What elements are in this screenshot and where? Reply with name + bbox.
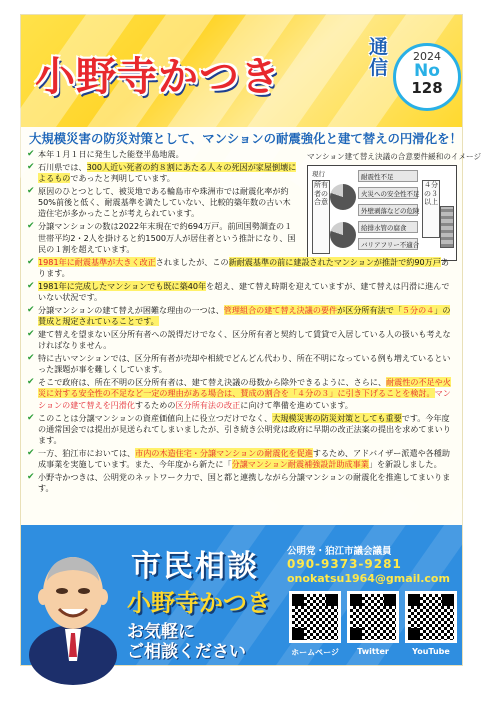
check-icon: ✔ [27, 412, 35, 423]
check-icon: ✔ [27, 472, 35, 483]
paragraph-text: ５分の４ [401, 304, 435, 315]
pie-icon [330, 184, 356, 210]
issue-label: No [414, 61, 440, 81]
paragraph-text: 1981年に完成したマンションでも既に築40年 [38, 280, 207, 291]
consensus-figure [307, 151, 482, 261]
article-body [27, 149, 482, 496]
paragraph-text: マンションの建て替えを円滑化 [38, 388, 451, 410]
article-paragraph [27, 257, 457, 280]
councilor-name: 小野寺かつき [127, 589, 271, 617]
paragraph-text: 1981年に耐震基準が大きく改正 [38, 256, 156, 267]
paragraph-text: 」に引き下げることを検討。 [329, 388, 435, 399]
figure-reason: 耐震性不足 [358, 170, 418, 182]
paragraph-text: 小野寺かつきは、公明党のネットワーク力で、国と都と連携しながら分譲マンションの耐震化を推進してまいります。 [38, 472, 451, 494]
paragraph-text: 原因のひとつとして、被災地である輪島市や珠洲市では耐震化率が約50%前後と低く、耐震基準を満たしていない、比較的築年数の古い木造住宅が多かったことが考えられています。 [38, 185, 291, 219]
cta-line-1: お気軽に [127, 622, 195, 642]
figure-box [307, 165, 457, 261]
email-address[interactable]: onokatsu1964@gmail.com [287, 572, 450, 585]
figure-reason: 火災への安全性不足 [358, 187, 418, 199]
article-paragraph [27, 149, 297, 160]
article-paragraph [27, 162, 297, 185]
paragraph-text: 」の賛成と規定されていることです。 [38, 304, 451, 327]
cta-line-2: ご相談ください [127, 642, 246, 662]
paragraph-text: 」を新設しました。 [368, 459, 442, 470]
article-paragraph [27, 221, 297, 255]
paragraph-text: するため、アドバイザー派遣や各種助成事業を実施しています。また、今年度から新たに「 [38, 447, 450, 470]
paragraph-text: 分譲マンションの建て替えが困難な理由の一つは、 [38, 304, 224, 315]
issue-badge [393, 43, 461, 111]
check-icon: ✔ [27, 149, 35, 159]
article-paragraph [27, 281, 457, 304]
paragraph-text: 300人近い死者の約８割にあたる人々の死因が家屋倒壊によるもの [38, 161, 297, 184]
paragraph-text: を超え、建て替え時期を迎えていますが、建て替えは円滑に進んでいない状況です。 [38, 280, 450, 303]
qr-code-icon[interactable] [347, 591, 399, 643]
qr-label-homepage: ホームページ [291, 648, 339, 657]
article-paragraph [27, 448, 457, 471]
paragraph-text: 特に古いマンションでは、区分所有者が売却や相続でどんどん代わり、所在不明になっている例も増えているといった課題が事を難しくしています。 [38, 353, 451, 375]
building-icon [440, 206, 454, 248]
newsletter-header [21, 15, 462, 127]
paragraph-text: 管理組合の建て替え決議の要件 [223, 304, 338, 315]
paragraph-text: 建て替えを望まない区分所有者への説得だけでなく、区分所有者と契約して賃貸で入居している人の扱いも考えなければなりません。 [38, 328, 451, 351]
newsletter-subtitle: 通信 [369, 36, 389, 79]
qr-label-twitter: Twitter [357, 647, 389, 656]
newsletter-title: 小野寺かつき [35, 54, 281, 100]
paragraph-text: ４分の３ [297, 388, 330, 399]
article-paragraph [27, 472, 457, 495]
figure-reason: 外壁剥落などの危険 [358, 204, 418, 216]
paragraph-text: そこで政府は、所在不明の区分所有者は、建て替え決議の母数から除外できるように、さらに、 [38, 377, 387, 388]
article-paragraph [27, 305, 457, 328]
figure-label-now: 現行 [312, 170, 325, 178]
check-icon: ✔ [27, 185, 35, 196]
check-icon: ✔ [27, 256, 35, 267]
check-icon: ✔ [27, 353, 35, 364]
article-paragraph [27, 186, 297, 220]
article-paragraph [27, 353, 457, 376]
check-icon: ✔ [27, 304, 35, 315]
paragraph-text: 石川県では、 [38, 161, 87, 172]
paragraph-text: 新耐震基準の前に建設されたマンションが推計で約90万戸 [228, 256, 441, 267]
paragraph-text: 耐震性の不足や火災に対する安全性の不足など一定の理由がある場合は、賛成の割合を「 [38, 377, 451, 399]
paragraph-text: されましたが、この [155, 256, 229, 267]
paragraph-text: 大規模災害の防災対策としても重要 [272, 412, 402, 423]
paragraph-text: するための [134, 399, 176, 410]
paragraph-text: 本年１月１日に発生した能登半島地震。 [38, 149, 184, 159]
paragraph-text: に向けて準備を進めています。 [240, 399, 353, 410]
figure-vertical-text: 所有者の合意 [312, 180, 330, 254]
article-paragraph [27, 329, 457, 352]
paragraph-text: であったと判明しています。 [70, 173, 175, 184]
paragraph-text: このことは分譲マンションの資産価値向上に役立つだけでなく、 [38, 412, 273, 423]
issue-number: 128 [411, 79, 443, 97]
paragraph-text: 分譲マンションの数は2022年末現在で約694万戸。前回国勢調査の１世帯平均2・2人を掛けると約1500万人が居住者という推計になり、国民の１割を超えています。 [38, 221, 296, 254]
party-affiliation: 公明党・狛江市議会議員 [287, 546, 392, 557]
qr-label-youtube: YouTube [412, 647, 450, 656]
contact-banner [21, 525, 462, 665]
article-paragraph [27, 377, 457, 411]
citizen-consultation-heading: 市民相談 [131, 549, 259, 584]
qr-code-icon[interactable] [289, 591, 341, 643]
paragraph-text: 一方、狛江市においては、 [38, 447, 136, 458]
pie-icon [330, 222, 356, 248]
figure-title: マンション建て替え決議の合意要件緩和のイメージ [307, 152, 482, 161]
article-paragraph [27, 413, 457, 447]
headline: 大規模災害の防災対策として、マンションの耐震強化と建て替えの円滑化を！ [29, 131, 462, 146]
check-icon: ✔ [27, 221, 35, 232]
check-icon: ✔ [27, 280, 35, 291]
check-icon: ✔ [27, 328, 35, 339]
figure-reason: 給排水管の腐食 [358, 221, 418, 233]
newsletter-page [20, 14, 482, 666]
check-icon: ✔ [27, 377, 35, 388]
check-icon: ✔ [27, 161, 35, 172]
paragraph-text: です。今年度の通常国会では提出が見送られてしまいましたが、引き続き公明党は政府に早期の改正法案の提出を求めてまいります。 [38, 412, 451, 446]
paragraph-text: 分譲マンション耐震補強設計助成事業 [231, 459, 369, 470]
check-icon: ✔ [27, 447, 35, 458]
figure-ratio: ４分の３以上 [422, 180, 440, 238]
issue-year: 2024 [413, 50, 441, 63]
portrait-illustration [27, 537, 119, 661]
paragraph-text: あります。 [38, 256, 449, 278]
paragraph-text: 市内の木造住宅・分譲マンションの耐震化を促進 [135, 447, 313, 458]
figure-reason: バリアフリー不適合 [358, 238, 418, 250]
phone-number[interactable]: 090-9373-9281 [287, 557, 402, 571]
paragraph-text: 区分所有法の改正 [175, 399, 241, 410]
qr-code-icon[interactable] [405, 591, 457, 643]
paragraph-text: が区分所有法で「 [337, 304, 402, 315]
